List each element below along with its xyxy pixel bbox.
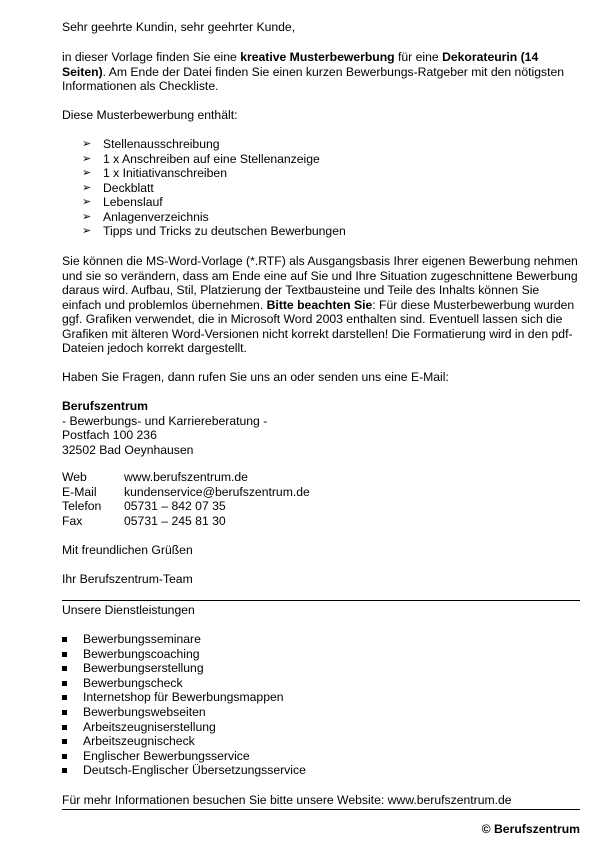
arrow-bullet-icon: ➢ <box>82 138 92 150</box>
contact-label: Fax <box>62 513 83 528</box>
usage-bold: Bitte beachten Sie <box>266 297 373 312</box>
contact-web-link[interactable]: www.berufszentrum.de <box>124 470 248 484</box>
company-city: 32502 Bad Oeynhausen <box>62 442 194 457</box>
list-item: Bewerbungsseminare <box>62 632 306 647</box>
list-item: Arbeitszeugniserstellung <box>62 720 306 735</box>
list-item: Deutsch-Englischer Übersetzungsservice <box>62 763 306 778</box>
more-info-line: Für mehr Informationen besuchen Sie bitte unsere Website: www.berufszentrum.de <box>62 793 512 807</box>
company-street: Postfach 100 236 <box>62 428 157 442</box>
company-block <box>62 399 267 457</box>
intro-bold-2: Dekorateurin (14 Seiten) <box>62 50 539 79</box>
square-bullet-icon <box>62 652 67 657</box>
arrow-bullet-icon: ➢ <box>82 181 92 194</box>
square-bullet-icon <box>62 768 67 773</box>
list-item: Bewerbungscheck <box>62 676 306 691</box>
intro-text-3: . Am Ende der Datei finden Sie einen kurzen Bewerbungs-Ratgeber mit den nötigsten Informationen als Checkliste. <box>62 64 565 93</box>
intro-paragraph <box>62 50 580 94</box>
list-item: ➢ Deckblatt <box>82 180 154 195</box>
intro-bold-1: kreative Musterbewerbung <box>240 50 395 64</box>
usage-paragraph <box>62 254 580 356</box>
list-item: Bewerbungserstellung <box>62 661 306 676</box>
arrow-bullet-icon: ➢ <box>82 225 92 237</box>
services-list <box>62 632 306 778</box>
contact-email-link[interactable]: kundenservice@berufszentrum.de <box>124 484 310 499</box>
contact-block <box>62 470 310 528</box>
company-name: Berufszentrum <box>62 399 149 413</box>
arrow-bullet-icon: ➢ <box>82 167 92 179</box>
list-item: ➢ 1 x Initiativanschreiben <box>82 166 227 180</box>
list-item: Bewerbungscoaching <box>62 647 306 662</box>
list-item: ➢ Tipps und Tricks zu deutschen Bewerbungen <box>82 224 346 238</box>
contact-label: E-Mail <box>62 484 97 499</box>
closing-line: Mit freundlichen Grüßen <box>62 543 193 557</box>
list-item: ➢ 1 x Anschreiben auf eine Stellenanzeige <box>82 151 320 166</box>
contact-row-web <box>62 470 310 485</box>
list-item: ➢ Anlagenverzeichnis <box>82 209 209 224</box>
list-item: ➢ Lebenslauf <box>82 195 163 209</box>
square-bullet-icon <box>62 695 67 700</box>
arrow-bullet-icon: ➢ <box>82 210 92 223</box>
contact-label: Telefon <box>62 499 102 513</box>
contact-row-email <box>62 485 310 500</box>
square-bullet-icon <box>62 710 67 715</box>
contact-row-fax <box>62 514 310 529</box>
usage-text-2: : Für diese Musterbewerbung wurden ggf. Grafiken verwendet, die in Microsoft Word 2003 enthalten sind. Eventuell lassen sich die Grafiken mit älteren Word-Versionen nicht korrekt darstellen! Die Formatierung wird in den pdf-Dateien jedoch korrekt dargestellt. <box>62 297 575 355</box>
contact-row-phone <box>62 499 310 514</box>
usage-text-1: Sie können die MS-Word-Vorlage (*.RTF) als Ausgangsbasis Ihrer eigenen Bewerbung nehmen und sie so verändern, dass am Ende eine auf Sie und Ihre Situation zugeschnittene Bewerbung daraus wird. Aufbau, Stil, Platzierung der Textbausteine und Teile des Inhalts können Sie einfach und problemlos übernehmen. <box>62 254 578 312</box>
company-tagline: - Bewerbungs- und Karriereberatung - <box>62 413 268 428</box>
contact-value: 05731 – 245 81 30 <box>124 513 226 528</box>
contact-value: 05731 – 842 07 35 <box>124 499 226 513</box>
list-item: Internetshop für Bewerbungsmappen <box>62 690 306 705</box>
arrow-bullet-icon: ➢ <box>82 196 92 208</box>
intro-text-2: für eine <box>394 50 443 64</box>
divider-top <box>62 600 580 601</box>
square-bullet-icon <box>62 754 67 759</box>
copyright: © Berufszentrum <box>481 822 580 836</box>
signature-line: Ihr Berufszentrum-Team <box>62 572 193 586</box>
contents-list <box>62 137 346 239</box>
list-item: ➢ Stellenausschreibung <box>82 137 220 151</box>
list-item: Englischer Bewerbungsservice <box>62 749 306 764</box>
salutation: Sehr geehrte Kundin, sehr geehrter Kunde, <box>62 20 296 34</box>
square-bullet-icon <box>62 681 67 686</box>
list-item: Bewerbungswebseiten <box>62 705 306 720</box>
intro-text-1: in dieser Vorlage finden Sie eine <box>62 50 241 64</box>
contents-heading: Diese Musterbewerbung enthält: <box>62 108 238 122</box>
divider-bottom <box>62 809 580 810</box>
contact-label: Web <box>62 470 87 484</box>
square-bullet-icon <box>62 725 67 730</box>
square-bullet-icon <box>62 739 67 744</box>
arrow-bullet-icon: ➢ <box>82 152 92 165</box>
services-heading: Unsere Dienstleistungen <box>62 603 195 617</box>
questions-line: Haben Sie Fragen, dann rufen Sie uns an oder senden uns eine E-Mail: <box>62 370 449 384</box>
square-bullet-icon <box>62 637 67 642</box>
square-bullet-icon <box>62 666 67 671</box>
list-item: Arbeitszeugnischeck <box>62 734 306 749</box>
